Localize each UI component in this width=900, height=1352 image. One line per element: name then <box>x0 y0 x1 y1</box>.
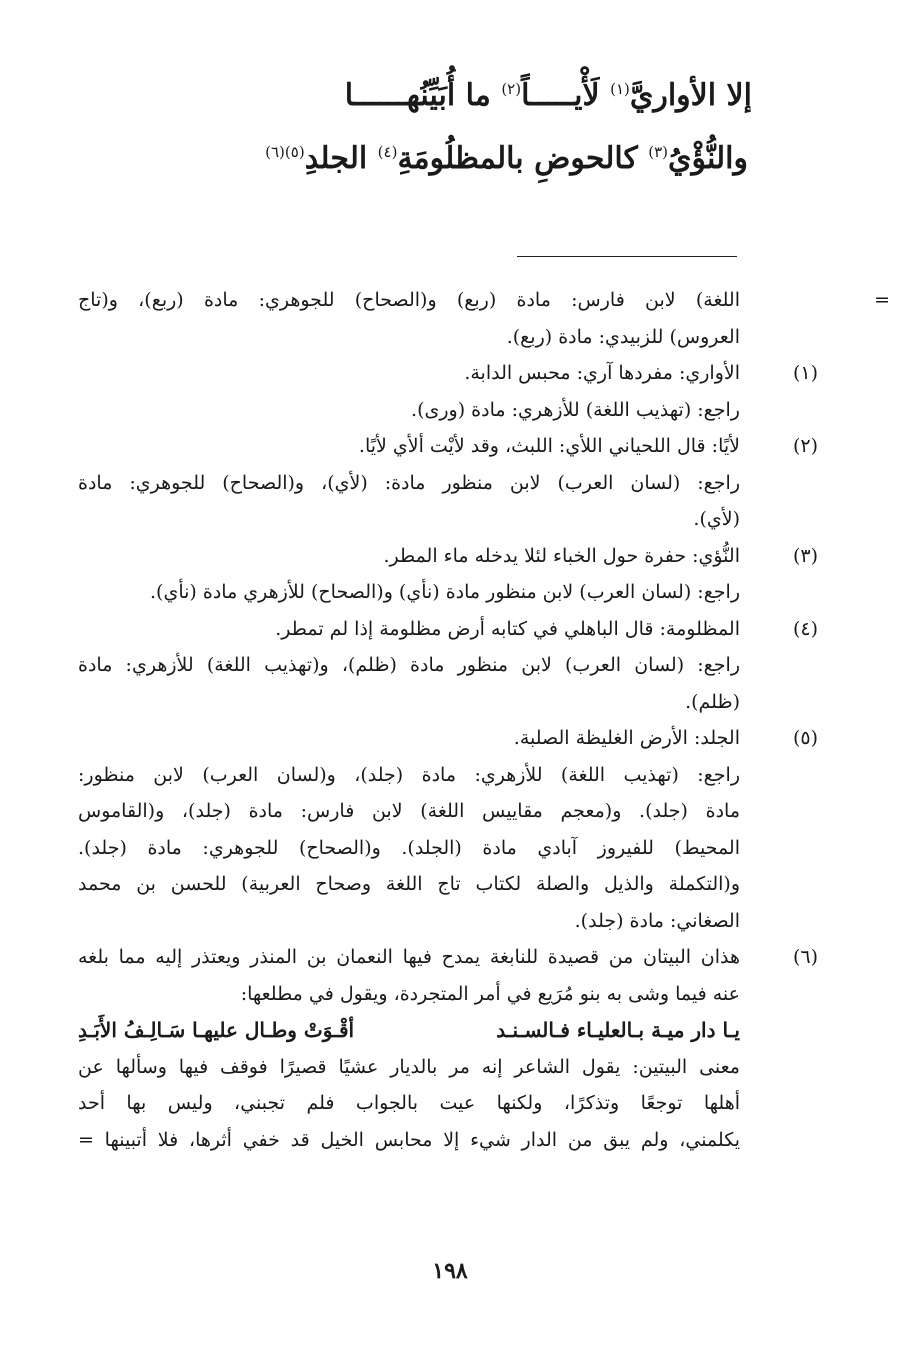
footnote-line: (لأي). <box>693 508 740 530</box>
footnote-line: يكلمني، ولم يبق من الدار شيء إلا محابس الخيل قد خفي أثرها، فلا أتبينها = <box>78 1128 740 1151</box>
footnote-line: المحيط) للفيروز آبادي مادة (الجلد). و(الصحاح) للجوهري: مادة (جلد). <box>78 836 740 859</box>
footnote-2 <box>78 428 818 465</box>
footnote-1 <box>78 355 818 392</box>
footnote-line: (ظلم). <box>685 690 740 713</box>
footnote-number: (٥) <box>792 727 818 749</box>
footnote-line: مادة (جلد). و(معجم مقاييس اللغة) لابن فارس: مادة (جلد)، و(القاموس <box>78 800 740 822</box>
footnote-line: لأيًا: قال اللحياني اللأي: اللبث، وقد لأيْت ألأي لأيًا. <box>358 435 740 457</box>
footnote-3 <box>78 538 818 575</box>
quoted-poem-verse <box>78 1012 740 1049</box>
footnote-ref: (٣) <box>648 143 668 161</box>
footnote-4 <box>78 611 818 648</box>
poem-hemistich-second: أقْـوَتْ وطـال عليهـا سَـالِـفُ الأَبَـدِ <box>78 1018 355 1042</box>
page-number: ١٩٨ <box>432 1258 468 1284</box>
footnote-line: راجع: (تهذيب اللغة) للأزهري: مادة (جلد)، و(لسان العرب) لابن منظور: <box>78 763 740 786</box>
verse-text: ما أُبَيِّنُهــــــا <box>344 78 491 113</box>
footnote-number: (١) <box>792 362 818 384</box>
footnote-2-ref <box>78 465 818 538</box>
footnote-line: الأواري: مفردها آري: محبس الدابة. <box>464 362 740 384</box>
footnote-continuation <box>78 282 890 355</box>
footnote-line: عنه فيما وشى به بنو مُرَيع في أمر المتجردة، ويقول في مطلعها: <box>240 982 740 1005</box>
verse-text: إلا الأواريَّ <box>629 78 752 113</box>
footnote-1-ref <box>78 392 818 429</box>
footnote-line: العروس) للزبيدي: مادة (ربع). <box>506 325 740 348</box>
footnote-ref: (٢) <box>501 80 522 98</box>
footnote-separator <box>517 256 737 257</box>
footnote-4-ref <box>78 647 818 720</box>
footnote-line: معنى البيتين: يقول الشاعر إنه مر بالديار عشيًا قصيرًا فوقف فيها وسألها عن <box>78 1055 740 1078</box>
verse-text: الجلدِ <box>304 141 368 176</box>
footnote-number: (٢) <box>792 435 818 457</box>
footnote-number: (٦) <box>792 946 818 968</box>
footnote-5 <box>78 720 818 757</box>
poem-verse-line-2 <box>265 141 748 176</box>
footnote-number: (٣) <box>792 544 818 567</box>
poem-verse-line-1 <box>345 78 752 113</box>
footnote-line: أهلها توجعًا وتذكرًا، ولكنها عيت بالجواب فلم تجبني، وليس بها أحد <box>78 1092 740 1114</box>
footnote-line: الصغاني: مادة (جلد). <box>574 909 740 932</box>
footnote-line: الجلد: الأرض الغليظة الصلبة. <box>513 727 740 749</box>
verse-text: والنُّؤْيُ <box>668 141 748 176</box>
footnote-line: راجع: (لسان العرب) لابن منظور مادة: (لأي)، و(الصحاح) للجوهري: مادة <box>78 471 740 494</box>
footnote-line: و(التكملة والذيل والصلة لكتاب تاج اللغة وصحاح العربية) للحسن بن محمد <box>78 873 740 895</box>
footnote-line: اللغة) لابن فارس: مادة (ربع) و(الصحاح) للجوهري: مادة (ربع)، و(تاج <box>78 289 740 311</box>
footnote-5-ref <box>78 757 818 940</box>
footnote-line: راجع: (تهذيب اللغة) للأزهري: مادة (ورى). <box>411 398 740 421</box>
footnote-line: المظلومة: قال الباهلي في كتابه أرض مظلومة إذا لم تمطر. <box>275 617 740 640</box>
footnote-line: هذان البيتان من قصيدة للنابغة يمدح فيها النعمان بن المنذر ويعتذر إليه مما بلغه <box>78 946 740 968</box>
footnote-line: راجع: (لسان العرب) لابن منظور مادة (ظلم)، و(تهذيب اللغة) للأزهري: مادة <box>78 654 740 676</box>
footnote-ref: (٤) <box>377 143 398 161</box>
verse-text: لَأْيـــــاً <box>521 78 600 113</box>
continuation-marker: = <box>874 289 890 311</box>
footnote-line: راجع: (لسان العرب) لابن منظور مادة (نأي) و(الصحاح) للأزهري مادة (نأي). <box>150 581 740 603</box>
footnote-ref: (١) <box>610 80 630 98</box>
footnote-line: النُّؤي: حفرة حول الخباء لئلا يدخله ماء المطر. <box>383 544 740 567</box>
verse-text: كالحوضِ بالمظلُومَةِ <box>397 141 638 176</box>
footnotes <box>78 282 890 1158</box>
footnote-3-ref <box>78 574 818 611</box>
poem-hemistich-first: يـا دار ميـة بـالعليـاء فـالسـنـد <box>496 1018 740 1042</box>
footnote-ref: (٥)(٦) <box>265 143 305 161</box>
footnote-6 <box>78 939 818 1158</box>
footnote-number: (٤) <box>792 617 818 640</box>
